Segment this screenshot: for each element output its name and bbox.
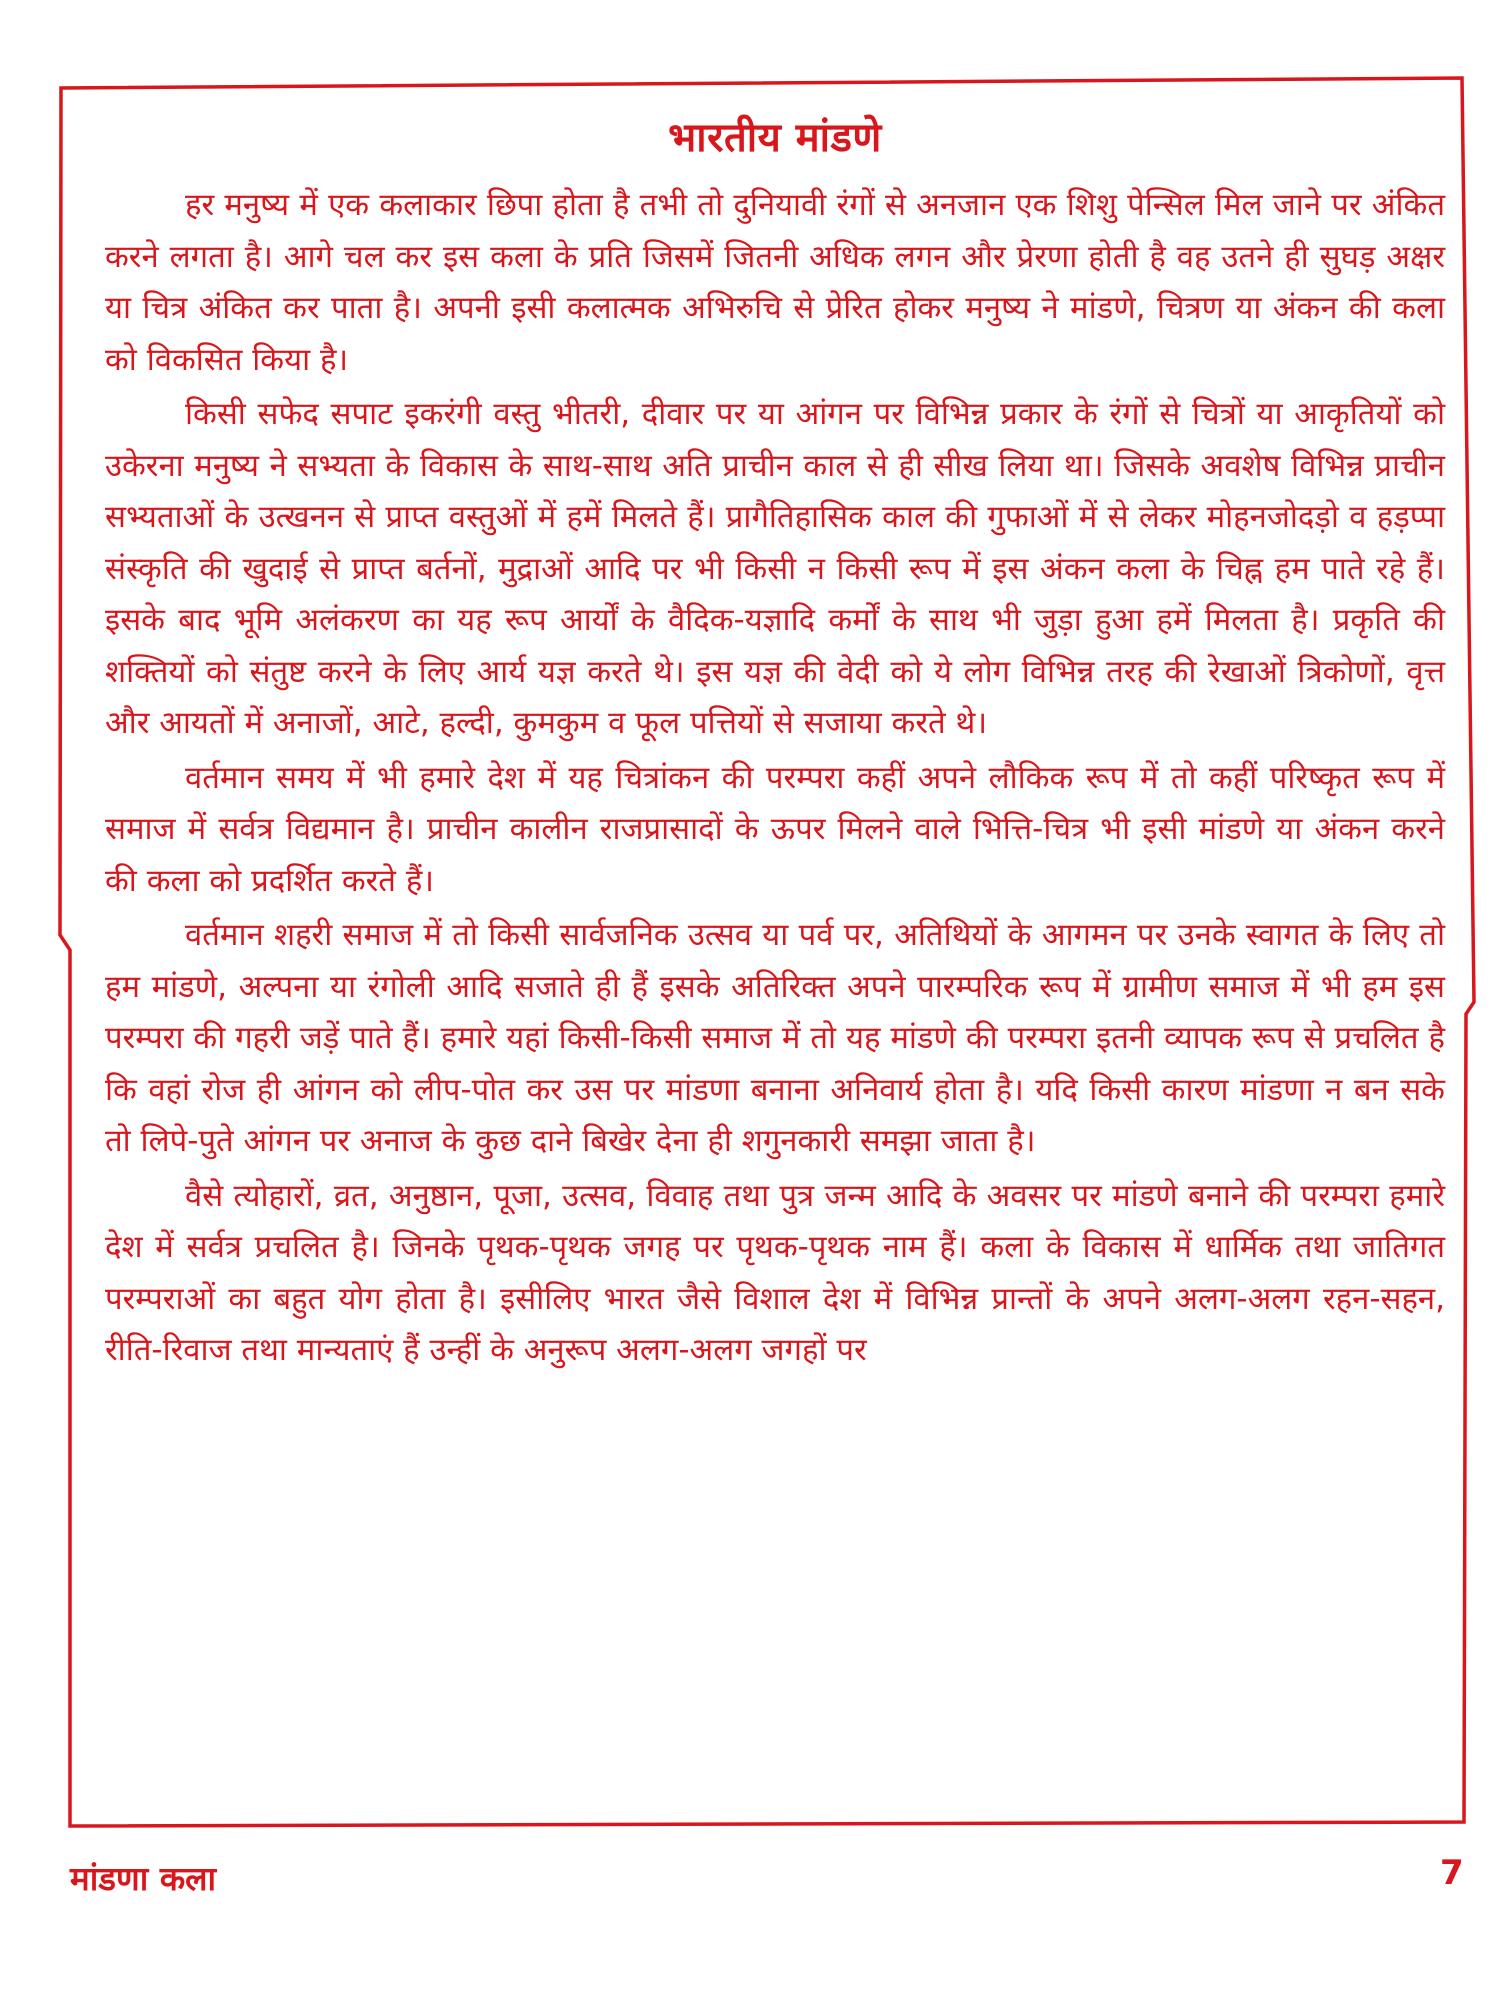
article-body — [105, 108, 1445, 1380]
paragraph-present: वर्तमान समय में भी हमारे देश में यह चित्रांकन की परम्परा कहीं अपने लौकिक रूप में तो कहीं परिष्कृत रूप में समाज में सर्वत्र विद्यमान है। प्राचीन कालीन राजप्रासादों के ऊपर मिलने वाले भित्ति-चित्र भी इसी मांडणे या अंकन करने की कला को प्रदर्शित करते हैं। — [105, 759, 1445, 899]
paragraph-intro: हर मनुष्य में एक कलाकार छिपा होता है तभी तो दुनियावी रंगों से अनजान एक शिशु पेन्सिल मिल जाने पर अंकित करने लगता है। आगे चल कर इस कला के प्रति जिसमें जितनी अधिक लगन और प्रेरणा होती है वह उतने ही सुघड़ अक्षर या चित्र अंकित कर पाता है। अपनी इसी कलात्मक अभिरुचि से प्रेरित होकर मनुष्य ने मांडणे, चित्रण या अंकन की कला को विकसित किया है। — [105, 187, 1445, 378]
paragraph-urban-rural: वर्तमान शहरी समाज में तो किसी सार्वजनिक उत्सव या पर्व पर, अतिथियों के आगमन पर उनके स्वागत के लिए तो हम मांडणे, अल्पना या रंगोली आदि सजाते ही हैं इसके अतिरिक्त अपने पारम्परिक रूप में ग्रामीण समाज में भी हम इस परम्परा की गहरी जड़ें पाते हैं। हमारे यहां किसी-किसी समाज में तो यह मांडणे की परम्परा इतनी व्यापक रूप से प्रचलित है कि वहां रोज ही आंगन को लीप-पोत कर उस पर मांडणा बनाना अनिवार्य होता है। यदि किसी कारण मांडणा न बन सके तो लिपे-पुते आंगन पर अनाज के कुछ दाने बिखेर देना ही शगुनकारी समझा जाता है। — [105, 917, 1445, 1159]
article-title: भारतीय मांडणे — [668, 115, 882, 161]
paragraph-history: किसी सफेद सपाट इकरंगी वस्तु भीतरी, दीवार पर या आंगन पर विभिन्न प्रकार के रंगों से चित्रों या आकृतियों को उकेरना मनुष्य ने सभ्यता के विकास के साथ-साथ अति प्राचीन काल से ही सीख लिया था। जिसके अवशेष विभिन्न प्राचीन सभ्यताओं के उत्खनन से प्राप्त वस्तुओं में हमें मिलते हैं। प्रागैतिहासिक काल की गुफाओं में से लेकर मोहनजोदड़ो व हड़प्पा संस्कृति की खुदाई से प्राप्त बर्तनों, मुद्राओं आदि पर भी किसी न किसी रूप में इस अंकन कला के चिह्न हम पाते रहे हैं। इसके बाद भूमि अलंकरण का यह रूप आर्यों के वैदिक-यज्ञादि कर्मों के साथ भी जुड़ा हुआ हमें मिलता है। प्रकृति की शक्तियों को संतुष्ट करने के लिए आर्य यज्ञ करते थे। इस यज्ञ की वेदी को ये लोग विभिन्न तरह की रेखाओं त्रिकोणों, वृत्त और आयतों में अनाजों, आटे, हल्दी, कुमकुम व फूल पत्तियों से सजाया करते थे। — [105, 396, 1445, 741]
footer-book-title: मांडणा कला — [70, 1859, 217, 1898]
paragraph-festivals: वैसे त्योहारों, व्रत, अनुष्ठान, पूजा, उत्सव, विवाह तथा पुत्र जन्म आदि के अवसर पर मांडणे बनाने की परम्परा हमारे देश में सर्वत्र प्रचलित है। जिनके पृथक-पृथक जगह पर पृथक-पृथक नाम हैं। कला के विकास में धार्मिक तथा जातिगत परम्पराओं का बहुत योग होता है। इसीलिए भारत जैसे विशाल देश में विभिन्न प्रान्तों के अपने अलग-अलग रहन-सहन, रीति-रिवाज तथा मान्यताएं हैं उन्हीं के अनुरूप अलग-अलग जगहों पर — [105, 1177, 1445, 1368]
page-number: 7 — [1440, 1853, 1464, 1893]
